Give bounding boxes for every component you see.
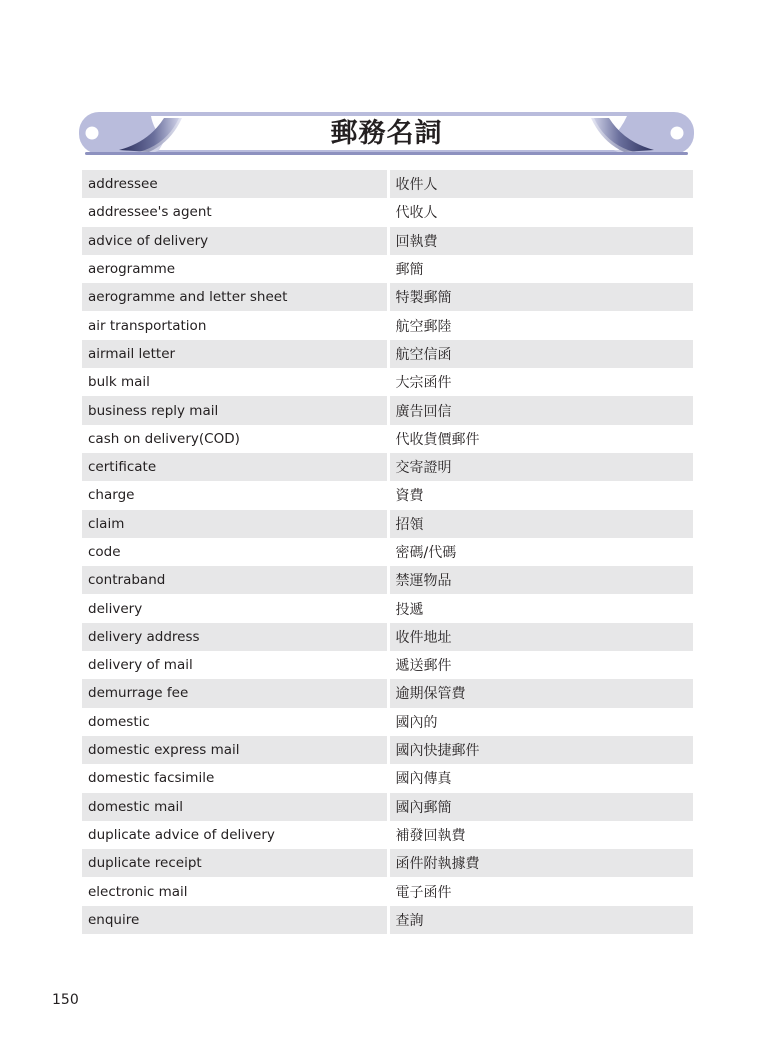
table-row bbox=[82, 255, 693, 283]
chinese-term: 航空信函 bbox=[388, 340, 693, 368]
chinese-term: 特製郵簡 bbox=[388, 283, 693, 311]
page-title: 郵務名詞 bbox=[330, 118, 443, 149]
english-term: demurrage fee bbox=[82, 679, 388, 707]
table-row bbox=[82, 311, 693, 339]
english-term: aerogramme and letter sheet bbox=[82, 283, 388, 311]
english-term: business reply mail bbox=[82, 396, 388, 424]
table-row bbox=[82, 821, 693, 849]
title-banner bbox=[79, 112, 694, 156]
english-term: duplicate receipt bbox=[82, 849, 388, 877]
english-term: enquire bbox=[82, 906, 388, 934]
chinese-term: 密碼/代碼 bbox=[395, 545, 457, 561]
table-row bbox=[82, 736, 693, 764]
chinese-term: 廣告回信 bbox=[388, 396, 693, 424]
english-term: bulk mail bbox=[82, 368, 388, 396]
table-row bbox=[82, 594, 693, 622]
english-term: delivery of mail bbox=[82, 651, 388, 679]
table-row bbox=[82, 510, 693, 538]
english-term: domestic bbox=[82, 708, 388, 736]
table-row bbox=[82, 368, 693, 396]
chinese-term: 投遞 bbox=[395, 601, 424, 618]
chinese-term: 收件地址 bbox=[388, 623, 693, 651]
english-term: duplicate advice of delivery bbox=[82, 821, 388, 849]
table-row bbox=[82, 340, 693, 368]
english-term: domestic mail bbox=[82, 793, 388, 821]
chinese-term: 查詢 bbox=[388, 906, 693, 934]
table-row bbox=[82, 679, 693, 707]
english-term: delivery bbox=[82, 594, 388, 622]
table-row bbox=[82, 170, 693, 198]
english-term: addressee's agent bbox=[82, 198, 388, 226]
english-term: domestic express mail bbox=[82, 736, 388, 764]
english-term: air transportation bbox=[82, 311, 388, 339]
table-row bbox=[82, 764, 693, 792]
english-term: airmail letter bbox=[82, 340, 388, 368]
chinese-term: 代收貨價郵件 bbox=[395, 431, 480, 448]
english-term: claim bbox=[82, 510, 388, 538]
chinese-term: 電子函件 bbox=[395, 884, 452, 901]
table-row bbox=[82, 849, 693, 877]
table-row bbox=[82, 198, 693, 226]
english-term: electronic mail bbox=[82, 877, 388, 905]
chinese-term: 郵簡 bbox=[395, 262, 424, 279]
english-term: addressee bbox=[82, 170, 388, 198]
table-row bbox=[82, 877, 693, 905]
chinese-term: 招領 bbox=[388, 510, 693, 538]
chinese-term: 遞送郵件 bbox=[395, 658, 452, 675]
table-row bbox=[82, 566, 693, 594]
chinese-term: 航空郵陸 bbox=[395, 318, 452, 335]
table-row bbox=[82, 906, 693, 934]
vocabulary-table-body bbox=[82, 170, 693, 934]
chinese-term: 交寄證明 bbox=[388, 453, 693, 481]
table-row bbox=[82, 538, 693, 566]
english-term: charge bbox=[82, 481, 388, 509]
table-row bbox=[82, 227, 693, 255]
english-term: contraband bbox=[82, 566, 388, 594]
table-row bbox=[82, 283, 693, 311]
english-term: advice of delivery bbox=[82, 227, 388, 255]
chinese-term: 大宗函件 bbox=[395, 375, 452, 392]
table-row bbox=[82, 425, 693, 453]
chinese-term: 禁運物品 bbox=[388, 566, 693, 594]
english-term: certificate bbox=[82, 453, 388, 481]
chinese-term: 國內郵簡 bbox=[388, 793, 693, 821]
vocabulary-table bbox=[82, 170, 693, 934]
chinese-term: 國內傳真 bbox=[395, 771, 452, 788]
table-row bbox=[82, 651, 693, 679]
chinese-term: 資費 bbox=[395, 488, 424, 505]
english-term: cash on delivery(COD) bbox=[82, 425, 388, 453]
table-row bbox=[82, 623, 693, 651]
chinese-term: 逾期保管費 bbox=[388, 679, 693, 707]
page-number: 150 bbox=[52, 992, 79, 1008]
english-term: domestic facsimile bbox=[82, 764, 388, 792]
table-row bbox=[82, 396, 693, 424]
table-row bbox=[82, 481, 693, 509]
table-row bbox=[82, 793, 693, 821]
table-row bbox=[82, 453, 693, 481]
chinese-term: 函件附執據費 bbox=[388, 849, 693, 877]
chinese-term: 代收人 bbox=[395, 205, 438, 222]
english-term: aerogramme bbox=[82, 255, 388, 283]
chinese-term: 補發回執費 bbox=[395, 827, 466, 844]
table-row bbox=[82, 708, 693, 736]
chinese-term: 國內快捷郵件 bbox=[388, 736, 693, 764]
english-term: code bbox=[82, 538, 388, 566]
chinese-term: 回執費 bbox=[388, 227, 693, 255]
english-term: delivery address bbox=[82, 623, 388, 651]
chinese-term: 收件人 bbox=[388, 170, 693, 198]
chinese-term: 國內的 bbox=[395, 714, 438, 731]
